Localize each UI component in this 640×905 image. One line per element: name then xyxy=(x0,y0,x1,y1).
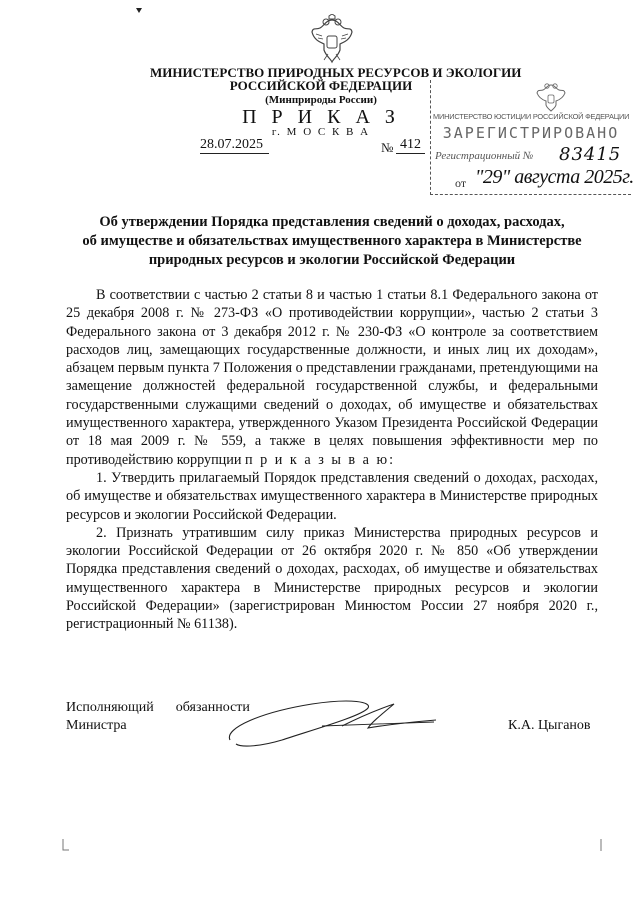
stamp-registration-number: 83415 xyxy=(559,144,622,165)
signatory-name: К.А. Цыганов xyxy=(508,718,591,733)
stamp-ministry-name: МИНИСТЕРСТВО ЮСТИЦИИ РОССИЙСКОЙ ФЕДЕРАЦИИ xyxy=(433,112,630,121)
stamp-emblem-icon xyxy=(535,80,567,112)
handwritten-signature xyxy=(222,690,442,760)
corner-mark-left xyxy=(62,838,70,850)
signatory-position-line2: Министра xyxy=(66,718,127,733)
order-number-label: № xyxy=(381,140,394,155)
stamp-date-label: от xyxy=(455,176,467,190)
order-date: 28.07.2025 xyxy=(200,137,269,154)
order-heading: П Р И К А З xyxy=(242,106,400,128)
decree-word: п р и к а з ы в а ю: xyxy=(245,451,396,468)
stamp-registration-label: Регистрационный № xyxy=(435,150,534,162)
preamble-text: В соответствии с частью 2 статьи 8 и частью 1 статьи 8.1 Федерального закона от 25 декабря 2008 г. № 273-ФЗ «О противодействии коррупции», частью 2 статьи 3 Федерального закона от 3 декабря 2012 г. № 230-ФЗ «О контроле за соответствием расходов лиц, замещающих государственные должности, и иных лиц их доходам», абзацем первым пункта 7 Положения о представлении гражданами, претендующими на замещение должностей федеральной государственной службы, и федеральными государственными служащими сведений о доходах, об имуществе и обязательствах имущественного характера, утвержденного Указом Президента Российской Федерации от 18 мая 2009 г. № 559, а также в целях повышения эффективности мер по противодействию коррупции xyxy=(66,287,598,468)
top-mark xyxy=(136,0,142,5)
position-word2: обязанности xyxy=(175,700,250,715)
clause-2: 2. Признать утратившим силу приказ Министерства природных ресурсов и экологии Российской Федерации от 26 октября 2020 г. № 850 «Об утверждении Порядка представления сведений о доходах, расходах, об имуществе и обязательствах имущественного характера в Министерстве природных ресурсов и экологии Российской Федерации» (зарегистрирован Минюстом России 27 ноября 2020 г., регистрационный № 61138). xyxy=(66,524,598,633)
preamble-paragraph xyxy=(66,286,598,469)
document-body xyxy=(66,286,598,634)
ministry-name-line1: МИНИСТЕРСТВО ПРИРОДНЫХ РЕСУРСОВ И ЭКОЛОГИИ xyxy=(150,65,522,80)
document-title xyxy=(62,213,602,270)
title-line3: природных ресурсов и экологии Российской Федерации xyxy=(148,252,516,268)
order-number: 412 xyxy=(396,137,425,154)
position-word1: Исполняющий xyxy=(66,700,154,715)
title-line1: Об утверждении Порядка представления сведений о доходах, расходах, xyxy=(99,214,565,230)
ministry-name-line2: РОССИЙСКОЙ ФЕДЕРАЦИИ xyxy=(229,78,413,93)
corner-mark-right xyxy=(598,838,604,850)
title-line2: об имуществе и обязательствах имущественного характера в Министерстве xyxy=(82,233,582,249)
ministry-abbreviation: (Минприроды России) xyxy=(265,94,377,106)
city-label: г. М О С К В А xyxy=(271,126,371,138)
stamp-status: ЗАРЕГИСТРИРОВАНО xyxy=(442,124,620,142)
stamp-date-value: "29" августа 2025г. xyxy=(475,166,634,188)
coat-of-arms-icon xyxy=(310,14,354,64)
clause-1: 1. Утвердить прилагаемый Порядок представления сведений о доходах, расходах, об имуществе и обязательствах имущественного характера в Министерстве природных ресурсов и экологии Российской Федерации. xyxy=(66,469,598,523)
registration-stamp xyxy=(430,80,634,195)
